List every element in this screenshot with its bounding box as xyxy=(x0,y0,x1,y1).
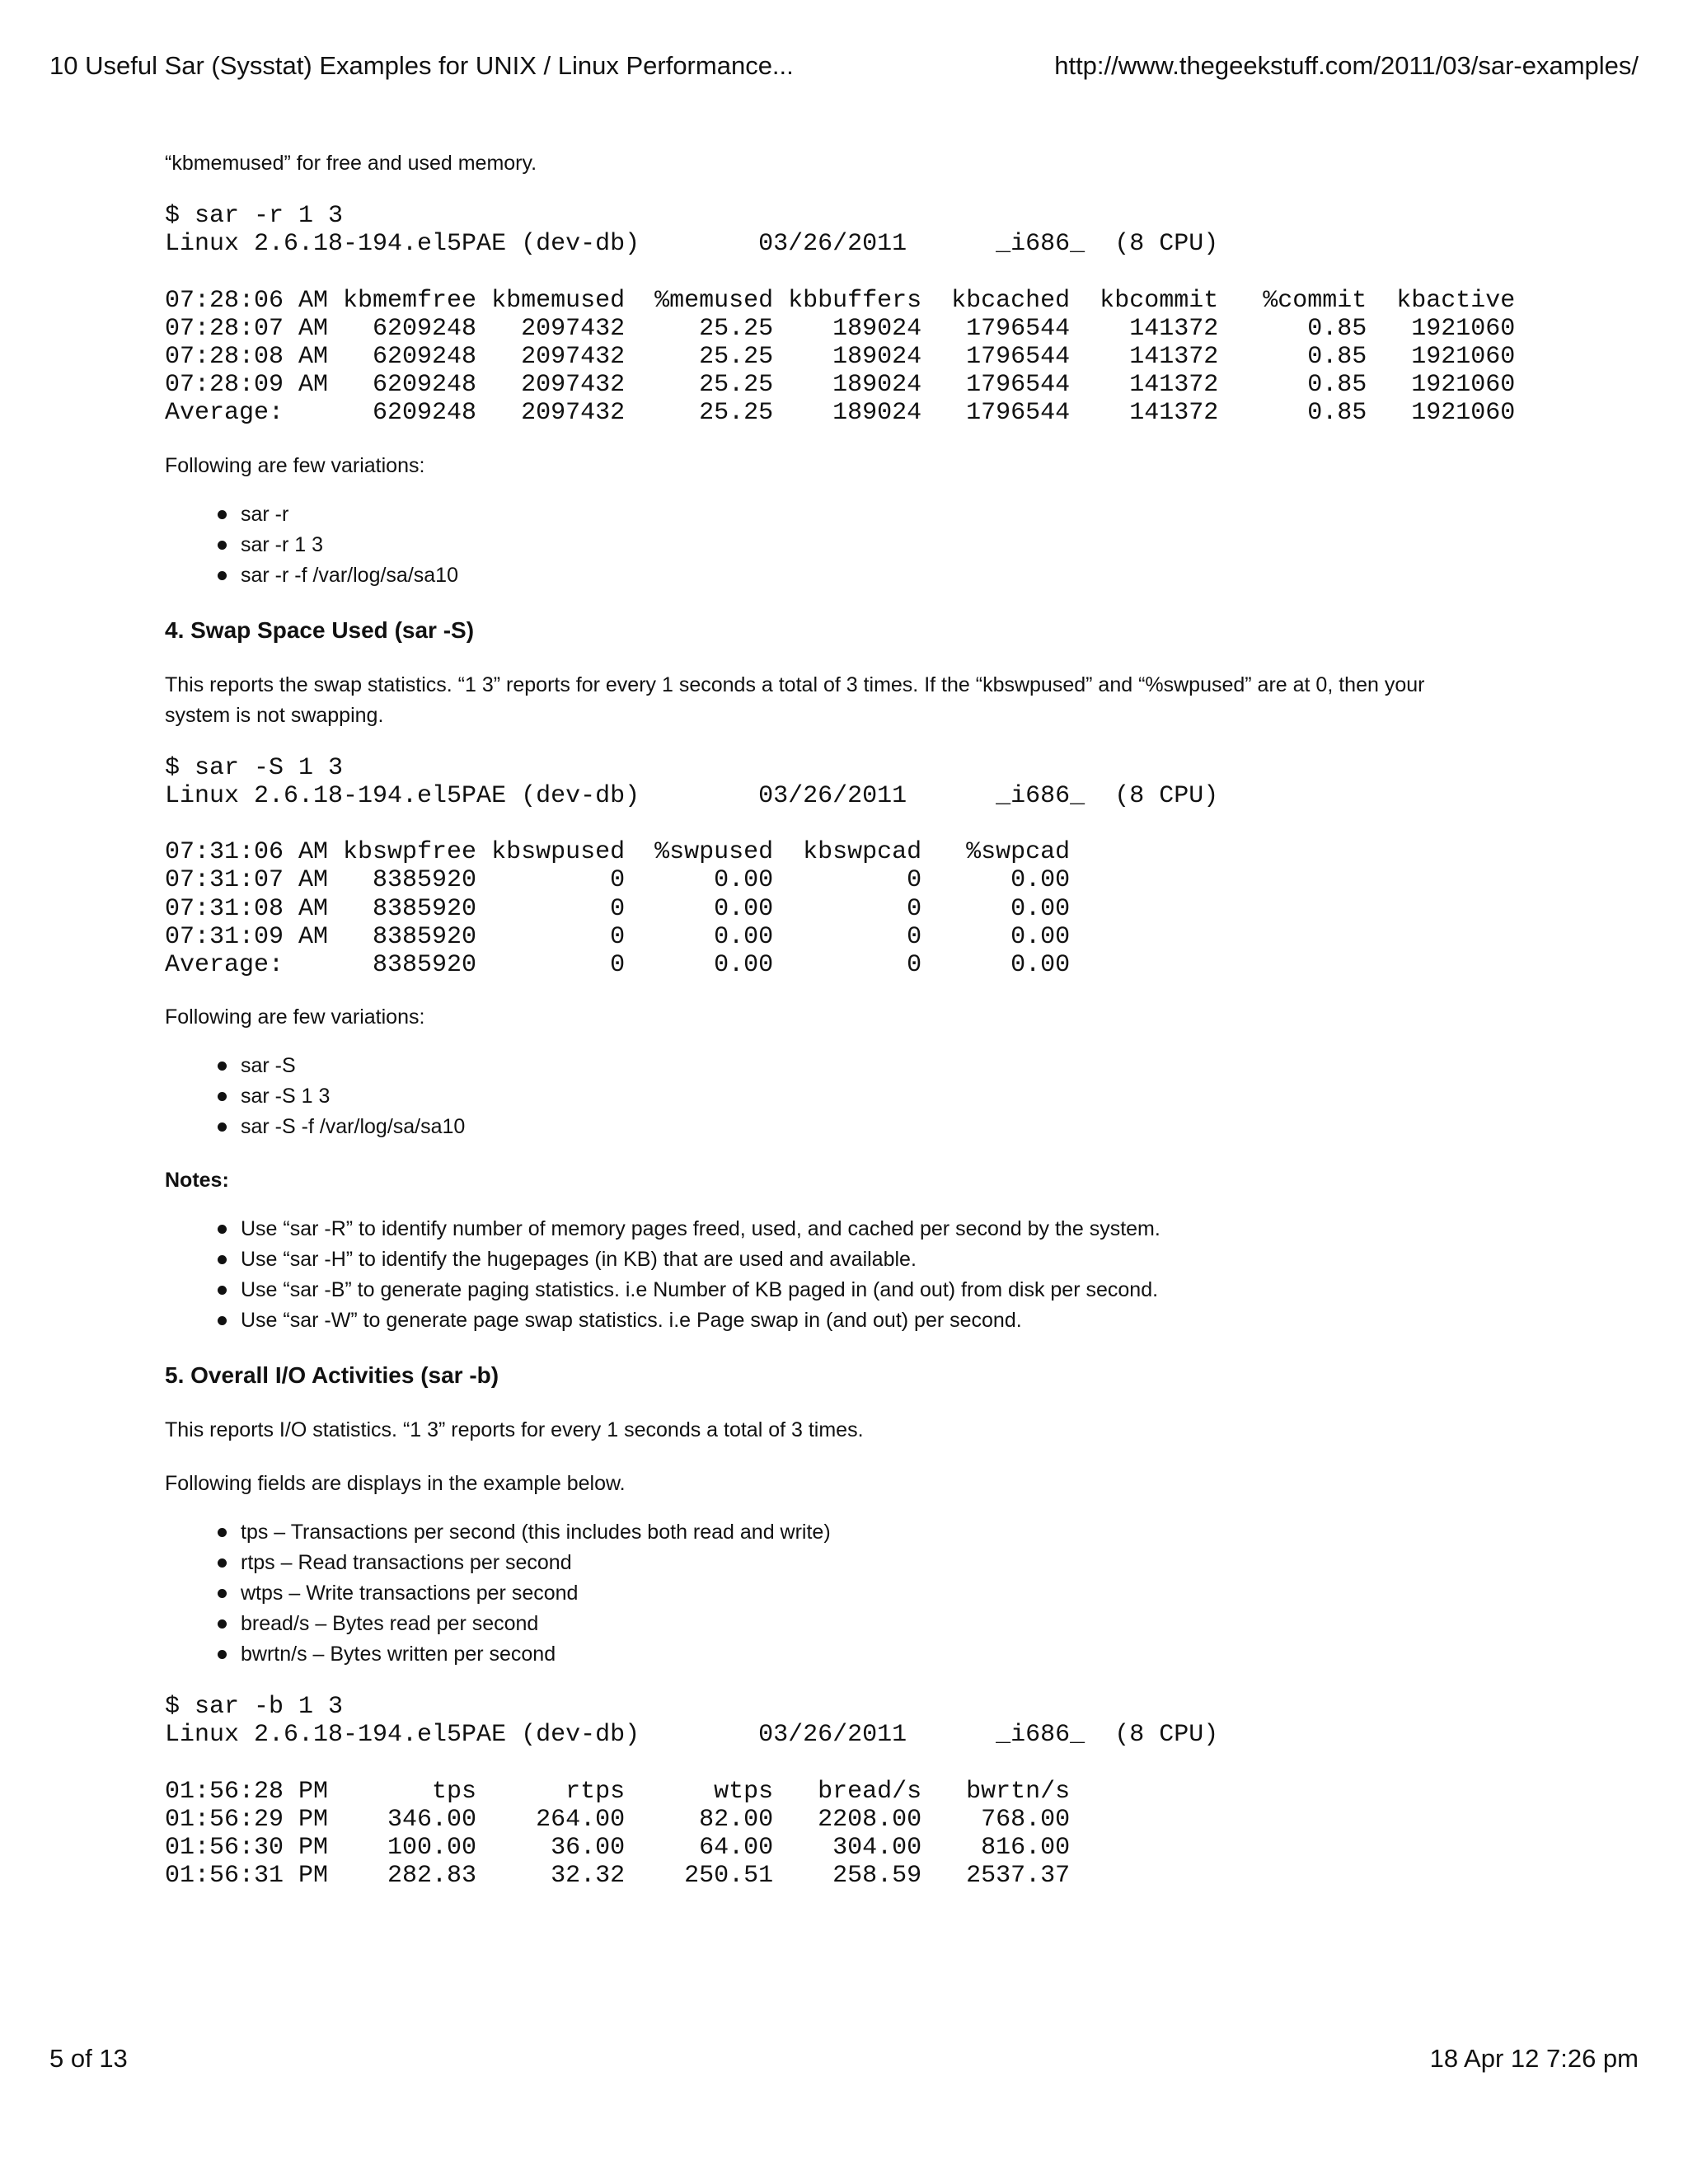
list-item: Use “sar -W” to generate page swap statistics. i.e Page swap in (and out) per second. xyxy=(241,1305,1517,1336)
section3-intro-tail: “kbmemused” for free and used memory. xyxy=(165,152,537,175)
code-sysinfo: Linux 2.6.18-194.el5PAE (dev-db) 03/26/2011 _i686_ (8 CPU) xyxy=(165,230,1219,259)
section4-heading: 4. Swap Space Used (sar -S) xyxy=(165,616,475,643)
list-item: sar -r -f /var/log/sa/sa10 xyxy=(241,560,1517,591)
section5-description: This reports I/O statistics. “1 3” reports for every 1 seconds a total of 3 times. xyxy=(165,1418,864,1442)
list-item: Use “sar -R” to identify number of memory pages freed, used, and cached per second by the system. xyxy=(241,1214,1517,1244)
variations-list xyxy=(165,499,1517,591)
code-sysinfo: Linux 2.6.18-194.el5PAE (dev-db) 03/26/2011 _i686_ (8 CPU) xyxy=(165,781,1219,810)
list-item: bread/s – Bytes read per second xyxy=(241,1609,1517,1639)
fields-list xyxy=(165,1517,1517,1670)
code-table-header: 01:56:28 PM tps rtps wtps bread/s bwrtn/s xyxy=(165,1777,1071,1806)
variations-label: Following are few variations: xyxy=(165,453,425,477)
list-item: sar -S 1 3 xyxy=(241,1081,1517,1112)
code-table-row: 07:31:07 AM 8385920 0 0.00 0 0.00 xyxy=(165,866,1071,895)
list-item: Use “sar -H” to identify the hugepages (in KB) that are used and available. xyxy=(241,1244,1517,1275)
page-number: 5 of 13 xyxy=(49,2044,128,2073)
page-header xyxy=(49,51,1639,84)
code-table-row: 01:56:30 PM 100.00 36.00 64.00 304.00 816.00 xyxy=(165,1834,1071,1863)
document-url[interactable]: http://www.thegeekstuff.com/2011/03/sar-examples/ xyxy=(1054,51,1639,80)
code-table-header: 07:28:06 AM kbmemfree kbmemused %memused kbbuffers kbcached kbcommit %commit kbactive xyxy=(165,286,1516,315)
list-item: rtps – Read transactions per second xyxy=(241,1548,1517,1578)
list-item: sar -S xyxy=(241,1051,1517,1081)
print-datetime: 18 Apr 12 7:26 pm xyxy=(1429,2044,1639,2073)
section5-heading: 5. Overall I/O Activities (sar -b) xyxy=(165,1362,499,1389)
code-blank-line xyxy=(165,258,1517,286)
code-table-row: 01:56:31 PM 282.83 32.32 250.51 258.59 2537.37 xyxy=(165,1862,1071,1891)
variations-label: Following are few variations: xyxy=(165,1005,425,1029)
code-blank-line xyxy=(165,810,1517,838)
document-title: 10 Useful Sar (Sysstat) Examples for UNIX / Linux Performance... xyxy=(49,51,794,80)
list-item: sar -S -f /var/log/sa/sa10 xyxy=(241,1112,1517,1142)
code-table-row: Average: 6209248 2097432 25.25 189024 1796544 141372 0.85 1921060 xyxy=(165,399,1516,428)
code-command: $ sar -b 1 3 xyxy=(165,1693,344,1722)
notes-list xyxy=(165,1214,1517,1336)
code-table-row: 07:31:09 AM 8385920 0 0.00 0 0.00 xyxy=(165,922,1071,951)
code-blank-line xyxy=(165,1750,1517,1778)
code-table-row: 07:28:09 AM 6209248 2097432 25.25 189024 1796544 141372 0.85 1921060 xyxy=(165,371,1516,400)
section4-description xyxy=(165,670,1517,731)
description-line: This reports the swap statistics. “1 3” reports for every 1 seconds a total of 3 times. If the “kbswpused” and “%swpused” are at 0, then your xyxy=(165,673,1425,696)
code-table-header: 07:31:06 AM kbswpfree kbswpused %swpused kbswpcad %swpcad xyxy=(165,838,1071,867)
list-item: sar -r xyxy=(241,499,1517,530)
code-command: $ sar -r 1 3 xyxy=(165,202,344,230)
list-item: wtps – Write transactions per second xyxy=(241,1578,1517,1609)
article-content xyxy=(165,148,1517,1891)
page-footer xyxy=(49,2044,1639,2077)
list-item: tps – Transactions per second (this includes both read and write) xyxy=(241,1517,1517,1548)
code-table-row: Average: 8385920 0 0.00 0 0.00 xyxy=(165,951,1071,980)
sar-r-output xyxy=(165,202,1517,428)
variations-list xyxy=(165,1051,1517,1142)
list-item: bwrtn/s – Bytes written per second xyxy=(241,1639,1517,1670)
code-table-row: 07:31:08 AM 8385920 0 0.00 0 0.00 xyxy=(165,894,1071,923)
code-table-row: 01:56:29 PM 346.00 264.00 82.00 2208.00 768.00 xyxy=(165,1806,1071,1835)
list-item: sar -r 1 3 xyxy=(241,530,1517,560)
sar-b-output xyxy=(165,1693,1517,1890)
description-line: system is not swapping. xyxy=(165,703,384,727)
code-sysinfo: Linux 2.6.18-194.el5PAE (dev-db) 03/26/2011 _i686_ (8 CPU) xyxy=(165,1721,1219,1750)
code-command: $ sar -S 1 3 xyxy=(165,753,344,782)
list-item: Use “sar -B” to generate paging statistics. i.e Number of KB paged in (and out) from disk per second. xyxy=(241,1275,1517,1305)
code-table-row: 07:28:07 AM 6209248 2097432 25.25 189024 1796544 141372 0.85 1921060 xyxy=(165,314,1516,343)
notes-label: Notes: xyxy=(165,1169,229,1193)
sar-S-output xyxy=(165,754,1517,980)
fields-label: Following fields are displays in the example below. xyxy=(165,1472,626,1496)
code-table-row: 07:28:08 AM 6209248 2097432 25.25 189024 1796544 141372 0.85 1921060 xyxy=(165,343,1516,371)
